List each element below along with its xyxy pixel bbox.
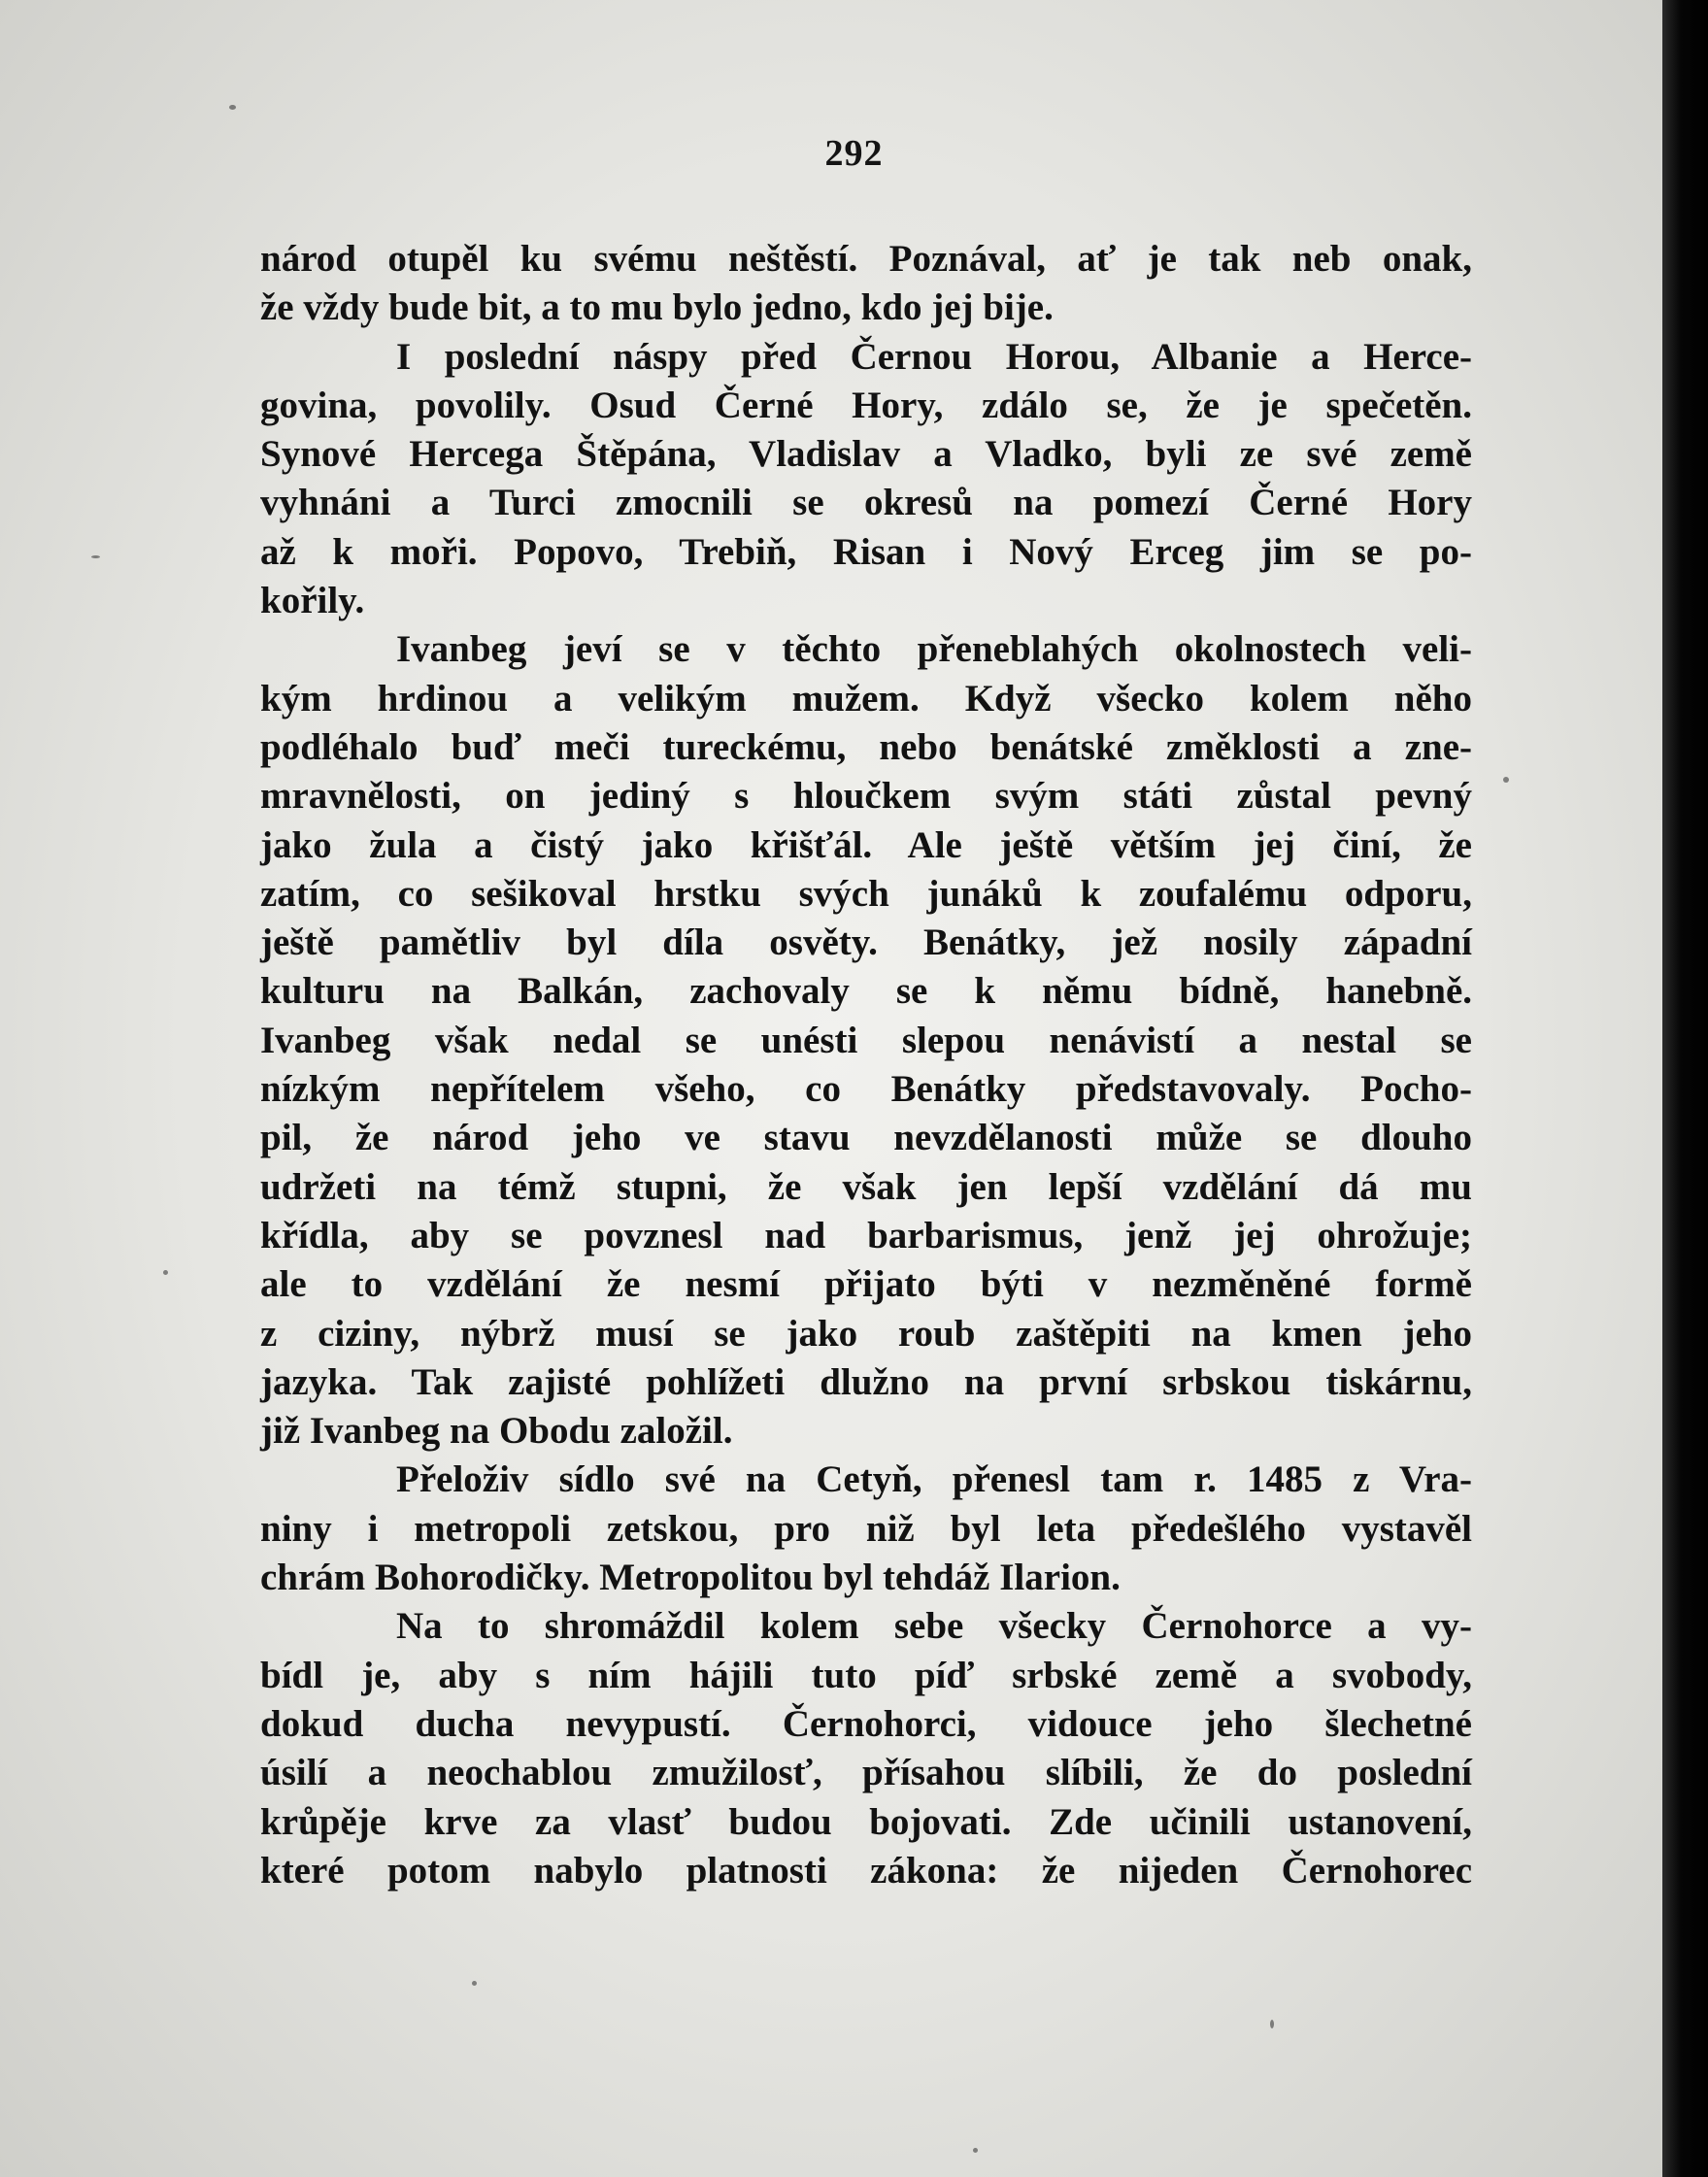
text-line: podléhalo buď meči tureckému, nebo benátské změklosti a zne- [260,725,1472,768]
text-line: národ otupěl ku svému neštěstí. Poznával, ať je tak neb onak, [260,238,1472,280]
scan-speck [1270,2020,1274,2028]
text-line: govina, povolily. Osud Černé Hory, zdálo se, že je spečetěn. [260,384,1472,426]
page-number: 292 [824,133,884,174]
text-line: bídl je, aby s ním hájili tuto píď srbské země a svobody, [260,1654,1472,1696]
text-line: Přeloživ sídlo své na Cetyň, přenesl tam r. 1485 z Vra- [396,1458,1472,1501]
text-line: jako žula a čistý jako křišťál. Ale ještě větším jej činí, že [260,823,1472,866]
text-line: ještě pamětliv byl díla osvěty. Benátky, jež nosily západní [260,921,1472,964]
text-line: Ivanbeg jeví se v těchto přeneblahých okolnostech veli- [396,628,1472,671]
scan-speck [1503,777,1509,783]
scan-dark-edge [1662,0,1708,2177]
text-line: mravnělosti, on jediný s hloučkem svým státi zůstal pevný [260,775,1472,818]
text-line: niny i metropoli zetskou, pro niž byl leta předešlého vystavěl [260,1507,1472,1550]
text-line: Synové Hercega Štěpána, Vladislav a Vladko, byli ze své země [260,433,1472,476]
scan-speck [91,555,100,558]
text-line: ale to vzdělání že nesmí přijato býti v nezměněné formě [260,1263,1472,1306]
text-line: kořily. [260,580,365,622]
text-line: úsilí a neochablou zmužilosť, přísahou slíbili, že do poslední [260,1752,1472,1794]
text-line: z ciziny, nýbrž musí se jako roub zaštěpiti na kmen jeho [260,1312,1472,1355]
text-line: vyhnáni a Turci zmocnili se okresů na pomezí Černé Hory [260,482,1472,524]
scan-speck [163,1270,168,1275]
text-line: chrám Bohorodičky. Metropolitou byl tehdáž Ilarion. [260,1557,1121,1599]
text-line: udržeti na témž stupni, že však jen lepší vzdělání dá mu [260,1165,1472,1208]
text-line: že vždy bude bit, a to mu bylo jedno, kdo jej bije. [260,286,1054,329]
text-line: až k moři. Popovo, Trebiň, Risan i Nový Erceg jim se po- [260,530,1472,573]
body-text [260,235,1472,1895]
text-line: křídla, aby se povznesl nad barbarismus, jenž jej ohrožuje; [260,1214,1472,1256]
text-line: již Ivanbeg na Obodu založil. [260,1410,733,1453]
scan-speck [229,105,236,110]
text-line: které potom nabylo platnosti zákona: že nijeden Černohorec [260,1849,1472,1892]
text-line: krůpěje krve za vlasť budou bojovati. Zde učinili ustanovení, [260,1800,1472,1843]
text-line: nízkým nepřítelem všeho, co Benátky představovaly. Pocho- [260,1068,1472,1111]
text-line: kulturu na Balkán, zachovaly se k němu bídně, hanebně. [260,970,1472,1013]
text-line: dokud ducha nevypustí. Černohorci, vidouce jeho šlechetné [260,1702,1472,1745]
text-line: Na to shromáždil kolem sebe všecky Černohorce a vy- [396,1605,1472,1648]
text-line: pil, že národ jeho ve stavu nevzdělanosti může se dlouho [260,1117,1472,1159]
text-line: Ivanbeg však nedal se unésti slepou nenávistí a nestal se [260,1019,1472,1061]
text-line: I poslední náspy před Černou Horou, Albanie a Herce- [396,335,1472,378]
scan-speck [472,1981,477,1986]
scan-speck [973,2148,978,2153]
text-line: kým hrdinou a velikým mužem. Když všecko kolem něho [260,677,1472,720]
text-line: zatím, co sešikoval hrstku svých junáků k zoufalému odporu, [260,872,1472,915]
text-line: jazyka. Tak zajisté pohlížeti dlužno na první srbskou tiskárnu, [260,1360,1472,1403]
